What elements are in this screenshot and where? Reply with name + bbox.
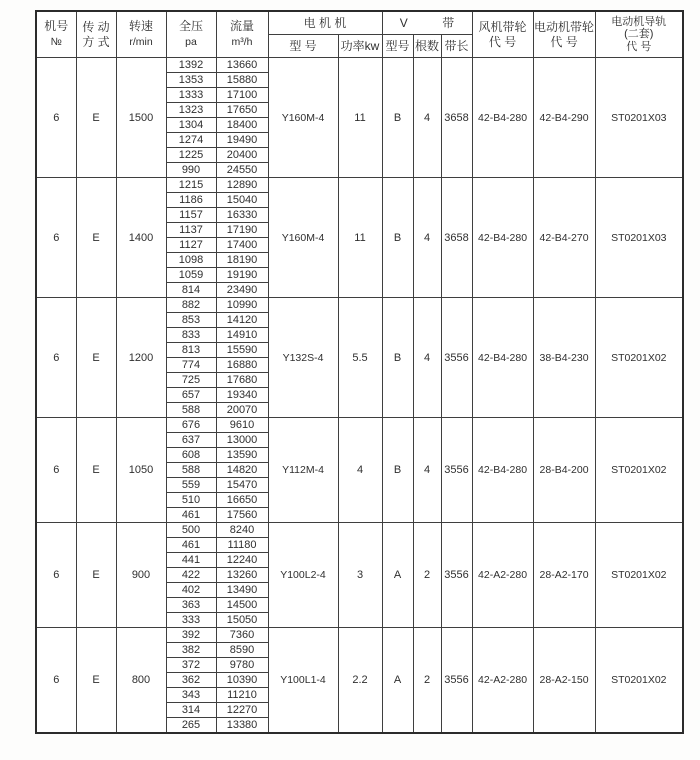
fan-pulley-cell: 42-B4-280 [472, 178, 533, 298]
header-vbelt-v: V [399, 15, 408, 30]
power-cell: 2.2 [338, 628, 382, 734]
pressure-cell: 363 [166, 598, 216, 613]
rail-cell: ST0201X03 [595, 58, 683, 178]
flow-cell: 18190 [216, 253, 268, 268]
header-machine-no [36, 11, 76, 58]
table-row [36, 523, 683, 538]
header-drive-line1: 传 动 [82, 19, 110, 34]
flow-cell: 12270 [216, 703, 268, 718]
table-header [36, 11, 683, 58]
pressure-cell: 1215 [166, 178, 216, 193]
pressure-cell: 882 [166, 298, 216, 313]
pressure-cell: 637 [166, 433, 216, 448]
flow-cell: 12240 [216, 553, 268, 568]
flow-cell: 15050 [216, 613, 268, 628]
belt-length-cell: 3556 [441, 523, 472, 628]
flow-cell: 14820 [216, 463, 268, 478]
power-cell: 4 [338, 418, 382, 523]
pressure-cell: 657 [166, 388, 216, 403]
pressure-cell: 1225 [166, 148, 216, 163]
belt-count-cell: 2 [413, 628, 441, 734]
pressure-cell: 500 [166, 523, 216, 538]
header-machine-no-line2: № [50, 36, 62, 49]
machine-no-cell: 6 [36, 58, 76, 178]
spec-table [35, 10, 684, 734]
header-rail-line3: 代 号 [626, 40, 652, 53]
pressure-cell: 676 [166, 418, 216, 433]
flow-cell: 15590 [216, 343, 268, 358]
pressure-cell: 1059 [166, 268, 216, 283]
flow-cell: 20400 [216, 148, 268, 163]
pressure-cell: 853 [166, 313, 216, 328]
power-cell: 5.5 [338, 298, 382, 418]
header-rail [595, 11, 683, 58]
header-fan-pulley-line1: 风机带轮 [478, 19, 527, 34]
pressure-cell: 461 [166, 508, 216, 523]
motor-pulley-cell: 28-B4-200 [533, 418, 595, 523]
header-pressure-line2: pa [185, 36, 197, 49]
machine-no-cell: 6 [36, 523, 76, 628]
flow-cell: 12890 [216, 178, 268, 193]
header-belt-length: 带长 [441, 35, 472, 58]
pressure-cell: 1137 [166, 223, 216, 238]
belt-type-cell: B [382, 418, 413, 523]
motor-pulley-cell: 28-A2-170 [533, 523, 595, 628]
header-machine-no-line1: 机号 [44, 19, 69, 34]
belt-count-cell: 4 [413, 58, 441, 178]
header-drive [76, 11, 116, 58]
fan-pulley-cell: 42-A2-280 [472, 628, 533, 734]
pressure-cell: 1323 [166, 103, 216, 118]
pressure-cell: 559 [166, 478, 216, 493]
header-flow [216, 11, 268, 58]
pressure-cell: 1353 [166, 73, 216, 88]
header-motor-pulley-line2: 代 号 [550, 34, 578, 49]
belt-length-cell: 3556 [441, 628, 472, 734]
flow-cell: 19490 [216, 133, 268, 148]
belt-length-cell: 3556 [441, 418, 472, 523]
pressure-cell: 1333 [166, 88, 216, 103]
flow-cell: 13000 [216, 433, 268, 448]
speed-cell: 1400 [116, 178, 166, 298]
belt-count-cell: 4 [413, 178, 441, 298]
flow-cell: 14120 [216, 313, 268, 328]
motor-pulley-cell: 42-B4-270 [533, 178, 595, 298]
header-motor-power: 功率kw [338, 35, 382, 58]
machine-no-cell: 6 [36, 178, 76, 298]
table-row [36, 298, 683, 313]
flow-cell: 24550 [216, 163, 268, 178]
table-row [36, 628, 683, 643]
header-drive-line2: 方 式 [82, 34, 110, 49]
pressure-cell: 1098 [166, 253, 216, 268]
pressure-cell: 1157 [166, 208, 216, 223]
header-fan-pulley-line2: 代 号 [488, 34, 517, 49]
pressure-cell: 314 [166, 703, 216, 718]
flow-cell: 8240 [216, 523, 268, 538]
flow-cell: 15470 [216, 478, 268, 493]
drive-cell: E [76, 58, 116, 178]
flow-cell: 16650 [216, 493, 268, 508]
pressure-cell: 588 [166, 463, 216, 478]
flow-cell: 7360 [216, 628, 268, 643]
header-motor-pulley-line1: 电动机带轮 [534, 19, 595, 34]
pressure-cell: 588 [166, 403, 216, 418]
pressure-cell: 372 [166, 658, 216, 673]
pressure-cell: 1392 [166, 58, 216, 73]
fan-pulley-cell: 42-A2-280 [472, 523, 533, 628]
speed-cell: 800 [116, 628, 166, 734]
header-flow-line2: m³/h [231, 36, 253, 49]
fan-pulley-cell: 42-B4-280 [472, 418, 533, 523]
pressure-cell: 343 [166, 688, 216, 703]
flow-cell: 16330 [216, 208, 268, 223]
belt-type-cell: B [382, 298, 413, 418]
pressure-cell: 422 [166, 568, 216, 583]
pressure-cell: 833 [166, 328, 216, 343]
pressure-cell: 725 [166, 373, 216, 388]
belt-count-cell: 4 [413, 298, 441, 418]
header-speed [116, 11, 166, 58]
speed-cell: 1200 [116, 298, 166, 418]
header-rail-line2: (二套) [624, 28, 654, 41]
flow-cell: 14910 [216, 328, 268, 343]
pressure-cell: 382 [166, 643, 216, 658]
rail-cell: ST0201X02 [595, 628, 683, 734]
pressure-cell: 608 [166, 448, 216, 463]
flow-cell: 17650 [216, 103, 268, 118]
flow-cell: 10390 [216, 673, 268, 688]
flow-cell: 17190 [216, 223, 268, 238]
flow-cell: 17680 [216, 373, 268, 388]
pressure-cell: 333 [166, 613, 216, 628]
belt-type-cell: A [382, 523, 413, 628]
table-row [36, 178, 683, 193]
header-speed-line2: r/min [129, 36, 153, 49]
motor-pulley-cell: 42-B4-290 [533, 58, 595, 178]
flow-cell: 20070 [216, 403, 268, 418]
table-row [36, 418, 683, 433]
rail-cell: ST0201X02 [595, 298, 683, 418]
pressure-cell: 1304 [166, 118, 216, 133]
header-rail-line1: 电动机导轨 [611, 15, 667, 28]
flow-cell: 13590 [216, 448, 268, 463]
power-cell: 11 [338, 58, 382, 178]
flow-cell: 17400 [216, 238, 268, 253]
pressure-cell: 392 [166, 628, 216, 643]
flow-cell: 19190 [216, 268, 268, 283]
flow-cell: 9780 [216, 658, 268, 673]
pressure-cell: 402 [166, 583, 216, 598]
fan-pulley-cell: 42-B4-280 [472, 298, 533, 418]
header-pressure [166, 11, 216, 58]
flow-cell: 17100 [216, 88, 268, 103]
motor-model-cell: Y112M-4 [268, 418, 338, 523]
header-vbelt-dai: 带 [442, 15, 455, 30]
pressure-cell: 362 [166, 673, 216, 688]
flow-cell: 17560 [216, 508, 268, 523]
belt-count-cell: 4 [413, 418, 441, 523]
rail-cell: ST0201X02 [595, 523, 683, 628]
belt-count-cell: 2 [413, 523, 441, 628]
pressure-cell: 990 [166, 163, 216, 178]
machine-no-cell: 6 [36, 298, 76, 418]
machine-no-cell: 6 [36, 628, 76, 734]
motor-model-cell: Y132S-4 [268, 298, 338, 418]
pressure-cell: 1127 [166, 238, 216, 253]
motor-model-cell: Y160M-4 [268, 58, 338, 178]
flow-cell: 11180 [216, 538, 268, 553]
flow-cell: 13660 [216, 58, 268, 73]
pressure-cell: 265 [166, 718, 216, 734]
pressure-cell: 774 [166, 358, 216, 373]
header-motor-model: 型 号 [268, 35, 338, 58]
belt-type-cell: B [382, 178, 413, 298]
speed-cell: 1050 [116, 418, 166, 523]
flow-cell: 13490 [216, 583, 268, 598]
flow-cell: 15880 [216, 73, 268, 88]
header-flow-line1: 流量 [229, 19, 254, 34]
belt-type-cell: B [382, 58, 413, 178]
flow-cell: 18400 [216, 118, 268, 133]
drive-cell: E [76, 298, 116, 418]
fan-pulley-cell: 42-B4-280 [472, 58, 533, 178]
flow-cell: 16880 [216, 358, 268, 373]
drive-cell: E [76, 418, 116, 523]
motor-pulley-cell: 28-A2-150 [533, 628, 595, 734]
header-motor-pulley [533, 11, 595, 58]
flow-cell: 19340 [216, 388, 268, 403]
motor-model-cell: Y160M-4 [268, 178, 338, 298]
pressure-cell: 461 [166, 538, 216, 553]
flow-cell: 11210 [216, 688, 268, 703]
motor-model-cell: Y100L1-4 [268, 628, 338, 734]
table-row [36, 58, 683, 73]
belt-length-cell: 3556 [441, 298, 472, 418]
header-belt-count: 根数 [413, 35, 441, 58]
flow-cell: 14500 [216, 598, 268, 613]
flow-cell: 10990 [216, 298, 268, 313]
header-belt-type: 型号 [382, 35, 413, 58]
flow-cell: 23490 [216, 283, 268, 298]
drive-cell: E [76, 178, 116, 298]
speed-cell: 900 [116, 523, 166, 628]
belt-length-cell: 3658 [441, 178, 472, 298]
pressure-cell: 510 [166, 493, 216, 508]
drive-cell: E [76, 628, 116, 734]
spec-table-body [36, 58, 683, 734]
belt-length-cell: 3658 [441, 58, 472, 178]
header-pressure-line1: 全压 [178, 19, 203, 34]
header-motor-group: 电 机 机 [268, 11, 382, 35]
pressure-cell: 813 [166, 343, 216, 358]
machine-no-cell: 6 [36, 418, 76, 523]
flow-cell: 8590 [216, 643, 268, 658]
pressure-cell: 814 [166, 283, 216, 298]
flow-cell: 15040 [216, 193, 268, 208]
motor-pulley-cell: 38-B4-230 [533, 298, 595, 418]
motor-model-cell: Y100L2-4 [268, 523, 338, 628]
header-vbelt-group [382, 11, 472, 35]
flow-cell: 9610 [216, 418, 268, 433]
pressure-cell: 1186 [166, 193, 216, 208]
speed-cell: 1500 [116, 58, 166, 178]
rail-cell: ST0201X03 [595, 178, 683, 298]
belt-type-cell: A [382, 628, 413, 734]
header-fan-pulley [472, 11, 533, 58]
power-cell: 11 [338, 178, 382, 298]
pressure-cell: 441 [166, 553, 216, 568]
flow-cell: 13260 [216, 568, 268, 583]
drive-cell: E [76, 523, 116, 628]
pressure-cell: 1274 [166, 133, 216, 148]
rail-cell: ST0201X02 [595, 418, 683, 523]
header-speed-line1: 转速 [128, 19, 153, 34]
flow-cell: 13380 [216, 718, 268, 734]
power-cell: 3 [338, 523, 382, 628]
